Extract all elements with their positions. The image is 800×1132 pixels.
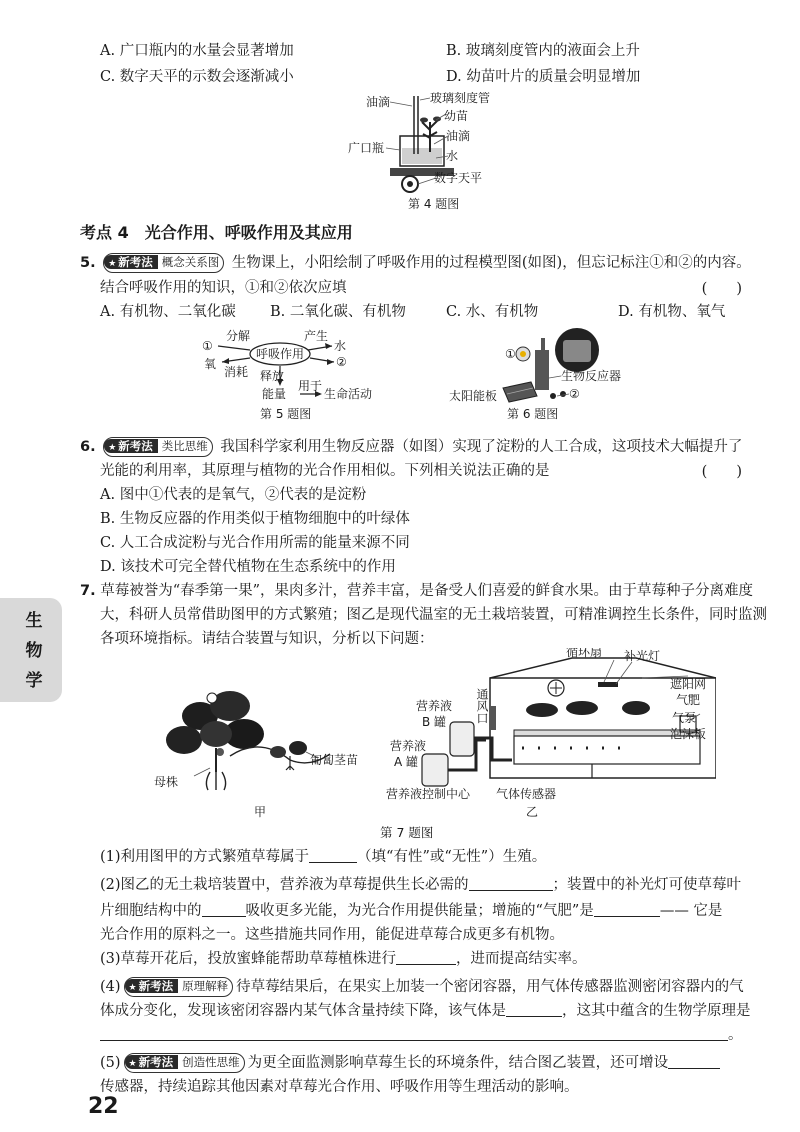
q7-p4-line3 [100,1024,743,1046]
q5-stem2: 结合呼吸作用的知识，①和②依次应填 [100,280,347,296]
fig7-jia-label: 甲 [254,805,267,819]
q6-option-a: A. 图中①代表的是氧气，②代表的是淀粉 [100,487,367,503]
q7-p3-text-a: (3)草莓开花后，投放蜜蜂能帮助草莓植株进行 [100,951,397,967]
q6-stem-line1 [80,436,742,458]
fig5-activity: 生命活动 [324,387,373,401]
q7-p1-blank[interactable] [309,846,357,863]
q7-p4-blank-1[interactable] [506,1000,562,1017]
q7-p2-text-f: 光合作用的原料之一。这些措施共同作用，能促进草莓合成更多有机物。 [100,927,564,943]
q4-option-c: C. 数字天平的示数会逐渐减小 [100,69,294,85]
fig7-yi-fan: 循环扇 [566,648,603,659]
fig4-label-jar: 广口瓶 [348,141,385,155]
fig4-label-oil-left: 油滴 [366,95,391,109]
q7-stem3: 各项环境指标。请结合装置与知识，分析以下问题： [100,631,434,647]
fig6-solar: 太阳能板 [449,389,498,403]
q7-stem1: 草莓被誉为“春季第一果”，果肉多汁，营养丰富，是备受人们喜爱的鲜食水果。由于草莓种子分离难度 [100,583,754,599]
q5-answer-paren[interactable]: ( ) [701,281,742,297]
q5-option-b: B. 二氧化碳、有机物 [270,304,406,320]
q5-stem-line2 [100,277,740,299]
q7-p3 [100,948,587,970]
q5-tag [103,253,224,273]
q5-option-c: C. 水、有机物 [446,304,539,320]
q7-p2-text-a: (2)图乙的无土栽培装置中，营养液为草莓提供生长必需的 [100,877,469,893]
fig7-yi-vent: 通风口 [475,688,489,724]
q7-p4-number: (4) [100,979,121,995]
fig5-release: 释放 [260,369,285,383]
q6-tag-new: ★ 新考法 [104,439,158,453]
fig6-caption: 第 6 题图 [507,407,559,421]
q7-p2-blank-3[interactable] [594,900,660,917]
section-title: 考点 4 光合作用、呼吸作用及其应用 [80,223,353,242]
fig7-jia-mother: 母株 [154,775,179,789]
q7-p2-text-b: ；装置中的补光灯可使草莓叶 [552,877,742,893]
fig7-yi-tank-b1: 营养液 [416,699,453,713]
q7-p2-blank-2[interactable] [202,900,246,917]
q6-stem2: 光能的利用率，其原理与植物的光合作用相似。下列相关说法正确的是 [100,463,550,479]
fig5-water: 水 [334,339,347,353]
q7-p4-line1 [100,976,744,998]
fig5-energy: 能量 [262,387,287,401]
figure-4 [330,92,530,214]
figure-7-yi [386,648,716,824]
fig7-yi-shade: 遮阳网 [670,677,707,691]
fig5-oxygen: 氧 [204,357,217,371]
q7-p1 [100,846,546,868]
fig5-decompose: 分解 [226,329,251,343]
fig4-label-water: 水 [446,149,459,163]
q7-p4-blank-2[interactable] [100,1024,728,1041]
q6-tag [103,437,213,457]
fig4-label-oil-right: 油滴 [446,129,471,143]
fig4-label-seedling: 幼苗 [444,109,469,123]
q7-p5-text-b: 传感器，持续追踪其他因素对草莓光合作用、呼吸作用等生理活动的影响。 [100,1079,579,1095]
q7-p1-text-a: (1)利用图甲的方式繁殖草莓属于 [100,849,310,865]
fig7-yi-control: 营养液控制中心 [386,787,471,801]
q6-stem1: 我国科学家利用生物反应器（如图）实现了淀粉的人工合成，这项技术大幅提升了 [220,439,743,455]
side-tab-char-3: 学 [25,671,43,691]
q7-p5-blank[interactable] [668,1052,720,1069]
q7-p1-text-b: （填“有性”或“无性”）生殖。 [357,849,547,865]
fig5-center: 呼吸作用 [256,347,305,361]
figure-5 [200,324,400,424]
q7-p5-tag [124,1053,245,1073]
q7-p2-text-c: 片细胞结构中的 [100,903,202,919]
side-tab-char-1: 生 [25,611,43,631]
fig7-yi-sensor: 气体传感器 [496,787,557,801]
fig6-circle1: ① [505,347,516,361]
q6-answer-paren[interactable]: ( ) [701,464,742,480]
q7-p2-text-e: —— 它是 [659,903,723,919]
q7-p5-number: (5) [100,1055,121,1071]
q4-option-b: B. 玻璃刻度管内的液面会上升 [446,43,640,59]
fig7-yi-label: 乙 [526,805,539,819]
fig4-caption: 第 4 题图 [408,197,460,211]
q5-number: 5. [80,255,96,271]
fig7-yi-pump: 气泵 [672,711,697,725]
subject-side-tab [0,598,62,702]
q7-p3-blank[interactable] [396,948,456,965]
q6-option-b: B. 生物反应器的作用类似于植物细胞中的叶绿体 [100,511,410,527]
fig5-consume: 消耗 [224,365,249,379]
q6-number: 6. [80,439,96,455]
fig7-yi-tank-a1: 营养液 [390,739,427,753]
fig7-jia-runner: 匍匐茎苗 [310,753,359,767]
fig5-caption: 第 5 题图 [260,407,312,421]
fig6-circle2: ② [569,387,580,401]
q7-p4-line2 [100,1000,751,1022]
q5-option-a: A. 有机物、二氧化碳 [100,304,236,320]
q7-p4-text-b: 体成分变化，发现该密闭容器内某气体含量持续下降，该气体是 [100,1003,506,1019]
fig5-use: 用于 [298,379,323,393]
q7-p2-text-d: 吸收更多光能，为光合作用提供能量；增施的“气肥”是 [245,903,594,919]
q7-stem2: 大，科研人员常借助图甲的方式繁殖；图乙是现代温室的无土栽培装置，可精准调控生长条件，同时监测 [100,607,767,623]
q7-p4-tag [124,977,234,997]
q6-option-d: D. 该技术可完全替代植物在生态系统中的作用 [100,559,396,575]
q7-p2-blank-1[interactable] [469,874,553,891]
q6-option-c: C. 人工合成淀粉与光合作用所需的能量来源不同 [100,535,410,551]
figure-7-jia [150,676,370,822]
q5-tag-type: 概念关系图 [161,255,220,269]
q7-p4-text-a: 待草莓结果后，在果实上加装一个密闭容器，用气体传感器监测密闭容器内的气 [236,979,744,995]
q7-p5-tag-type: 创造性思维 [182,1055,240,1069]
q7-number: 7. [80,583,96,599]
q7-p5-text-a: 为更全面监测影响草莓生长的环境条件，结合图乙装置，还可增设 [247,1055,669,1071]
q5-tag-new: ★ 新考法 [104,255,158,269]
q4-option-d: D. 幼苗叶片的质量会明显增加 [446,69,641,85]
q7-p4-end: 。 [728,1027,743,1043]
page-number: 22 [88,1094,119,1119]
q7-p3-text-b: ，进而提高结实率。 [456,951,587,967]
q6-tag-type: 类比思维 [161,439,208,453]
fig7-caption: 第 7 题图 [380,825,434,840]
fig4-label-tube: 玻璃刻度管 [430,92,491,105]
fig5-circle1: ① [202,339,213,353]
side-tab-char-2: 物 [25,641,43,661]
q7-p2-line2 [100,900,722,922]
fig7-yi-light: 补光灯 [624,649,661,663]
figure-6 [445,324,645,424]
fig7-yi-fertilizer: 气肥 [676,693,701,707]
q5-stem1: 生物课上，小阳绘制了呼吸作用的过程模型图(如图)，但忘记标注①和②的内容。 [231,255,751,271]
q7-stem-line1 [80,580,753,602]
fig5-circle2: ② [336,355,347,369]
fig6-reactor: 生物反应器 [561,369,622,383]
fig7-yi-foam: 泡沫板 [670,727,707,741]
q4-option-a: A. 广口瓶内的水量会显著增加 [100,43,294,59]
fig7-yi-tank-a2: A 罐 [394,755,419,769]
fig7-yi-tank-b2: B 罐 [422,715,447,729]
fig5-produce: 产生 [304,329,329,343]
q5-option-d: D. 有机物、氧气 [618,304,726,320]
q5-stem-line1 [80,252,751,274]
q7-p5-line1 [100,1052,720,1074]
q7-p4-tag-type: 原理解释 [182,979,229,993]
q7-p4-text-c: ，这其中蕴含的生物学原理是 [562,1003,751,1019]
fig4-label-balance: 数字天平 [434,171,483,185]
q7-p4-tag-new: ★ 新考法 [125,979,179,993]
q7-p2-line1 [100,874,741,896]
q7-p5-tag-new: ★ 新考法 [125,1055,179,1069]
